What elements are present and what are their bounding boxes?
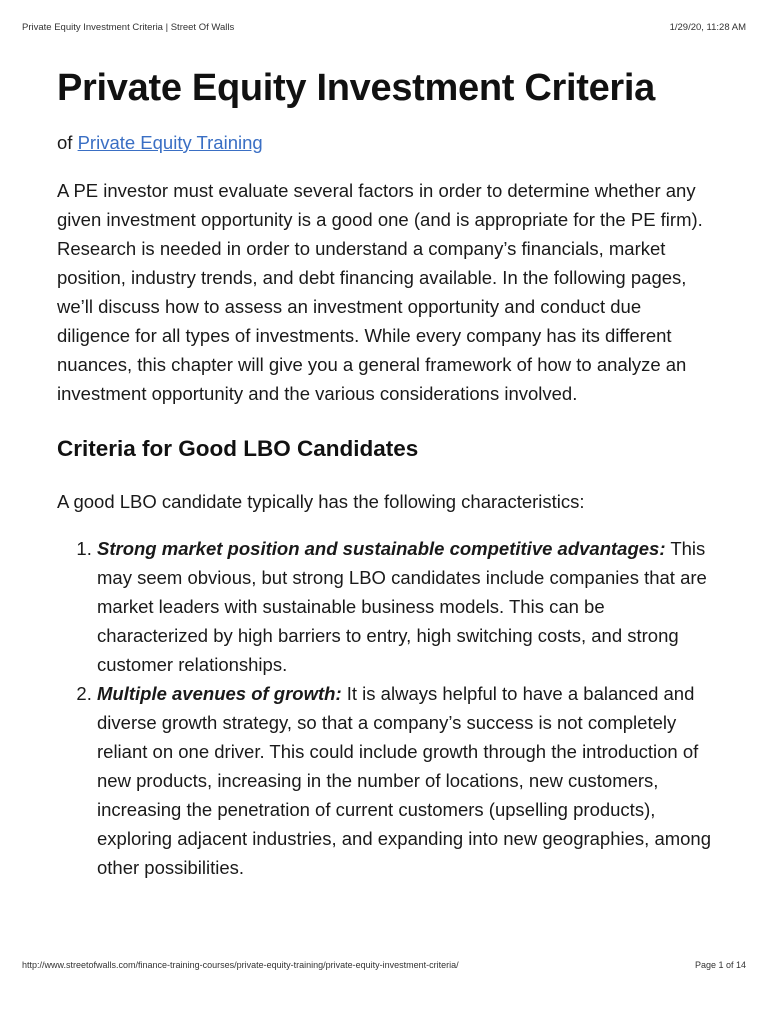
byline-prefix: of xyxy=(57,132,73,153)
list-item-term: Strong market position and sustainable competitive advantages: xyxy=(97,538,666,559)
print-footer-url: http://www.streetofwalls.com/finance-training-courses/private-equity-training/private-equity-investment-criteria/ xyxy=(22,960,459,970)
page-title: Private Equity Investment Criteria xyxy=(57,67,656,109)
list-item-term: Multiple avenues of growth: xyxy=(97,683,342,704)
list-item xyxy=(97,534,717,679)
list-item-text: It is always helpful to have a balanced and diverse growth strategy, so that a company’s success is not completely reliant on one driver. This could include growth through the introduction of new products, increasing in the number of locations, new customers, increasing the penetration of current customers (upselling products), exploring adjacent industries, and expanding into new geographies, among other possibilities. xyxy=(97,683,712,878)
print-footer-page: Page 1 of 14 xyxy=(694,960,746,970)
print-header-datetime: 1/29/20, 11:28 AM xyxy=(669,22,746,33)
article xyxy=(57,62,717,882)
list-item xyxy=(97,679,717,882)
print-header-title: Private Equity Investment Criteria | Street Of Walls xyxy=(22,22,235,33)
characteristics-list xyxy=(57,534,717,882)
section-heading: Criteria for Good LBO Candidates xyxy=(57,436,419,461)
print-footer xyxy=(22,960,746,974)
byline-link[interactable]: Private Equity Training xyxy=(77,132,263,153)
list-item-text: This may seem obvious, but strong LBO candidates include companies that are market leaders with sustainable business models. This can be characterized by high barriers to entry, high switching costs, and strong customer relationships. xyxy=(97,538,707,675)
byline xyxy=(57,130,717,156)
section-lead: A good LBO candidate typically has the following characteristics: xyxy=(57,491,585,512)
intro-paragraph: A PE investor must evaluate several factors in order to determine whether any given investment opportunity is a good one (and is appropriate for the PE firm). Research is needed in order to understand a company’s financials, market position, industry trends, and debt financing available. In the following pages, we’ll discuss how to assess an investment opportunity and conduct due diligence for all types of investments. While every company has its different nuances, this chapter will give you a general framework of how to analyze an investment opportunity and the various considerations involved. xyxy=(57,180,703,404)
print-header xyxy=(22,22,746,36)
